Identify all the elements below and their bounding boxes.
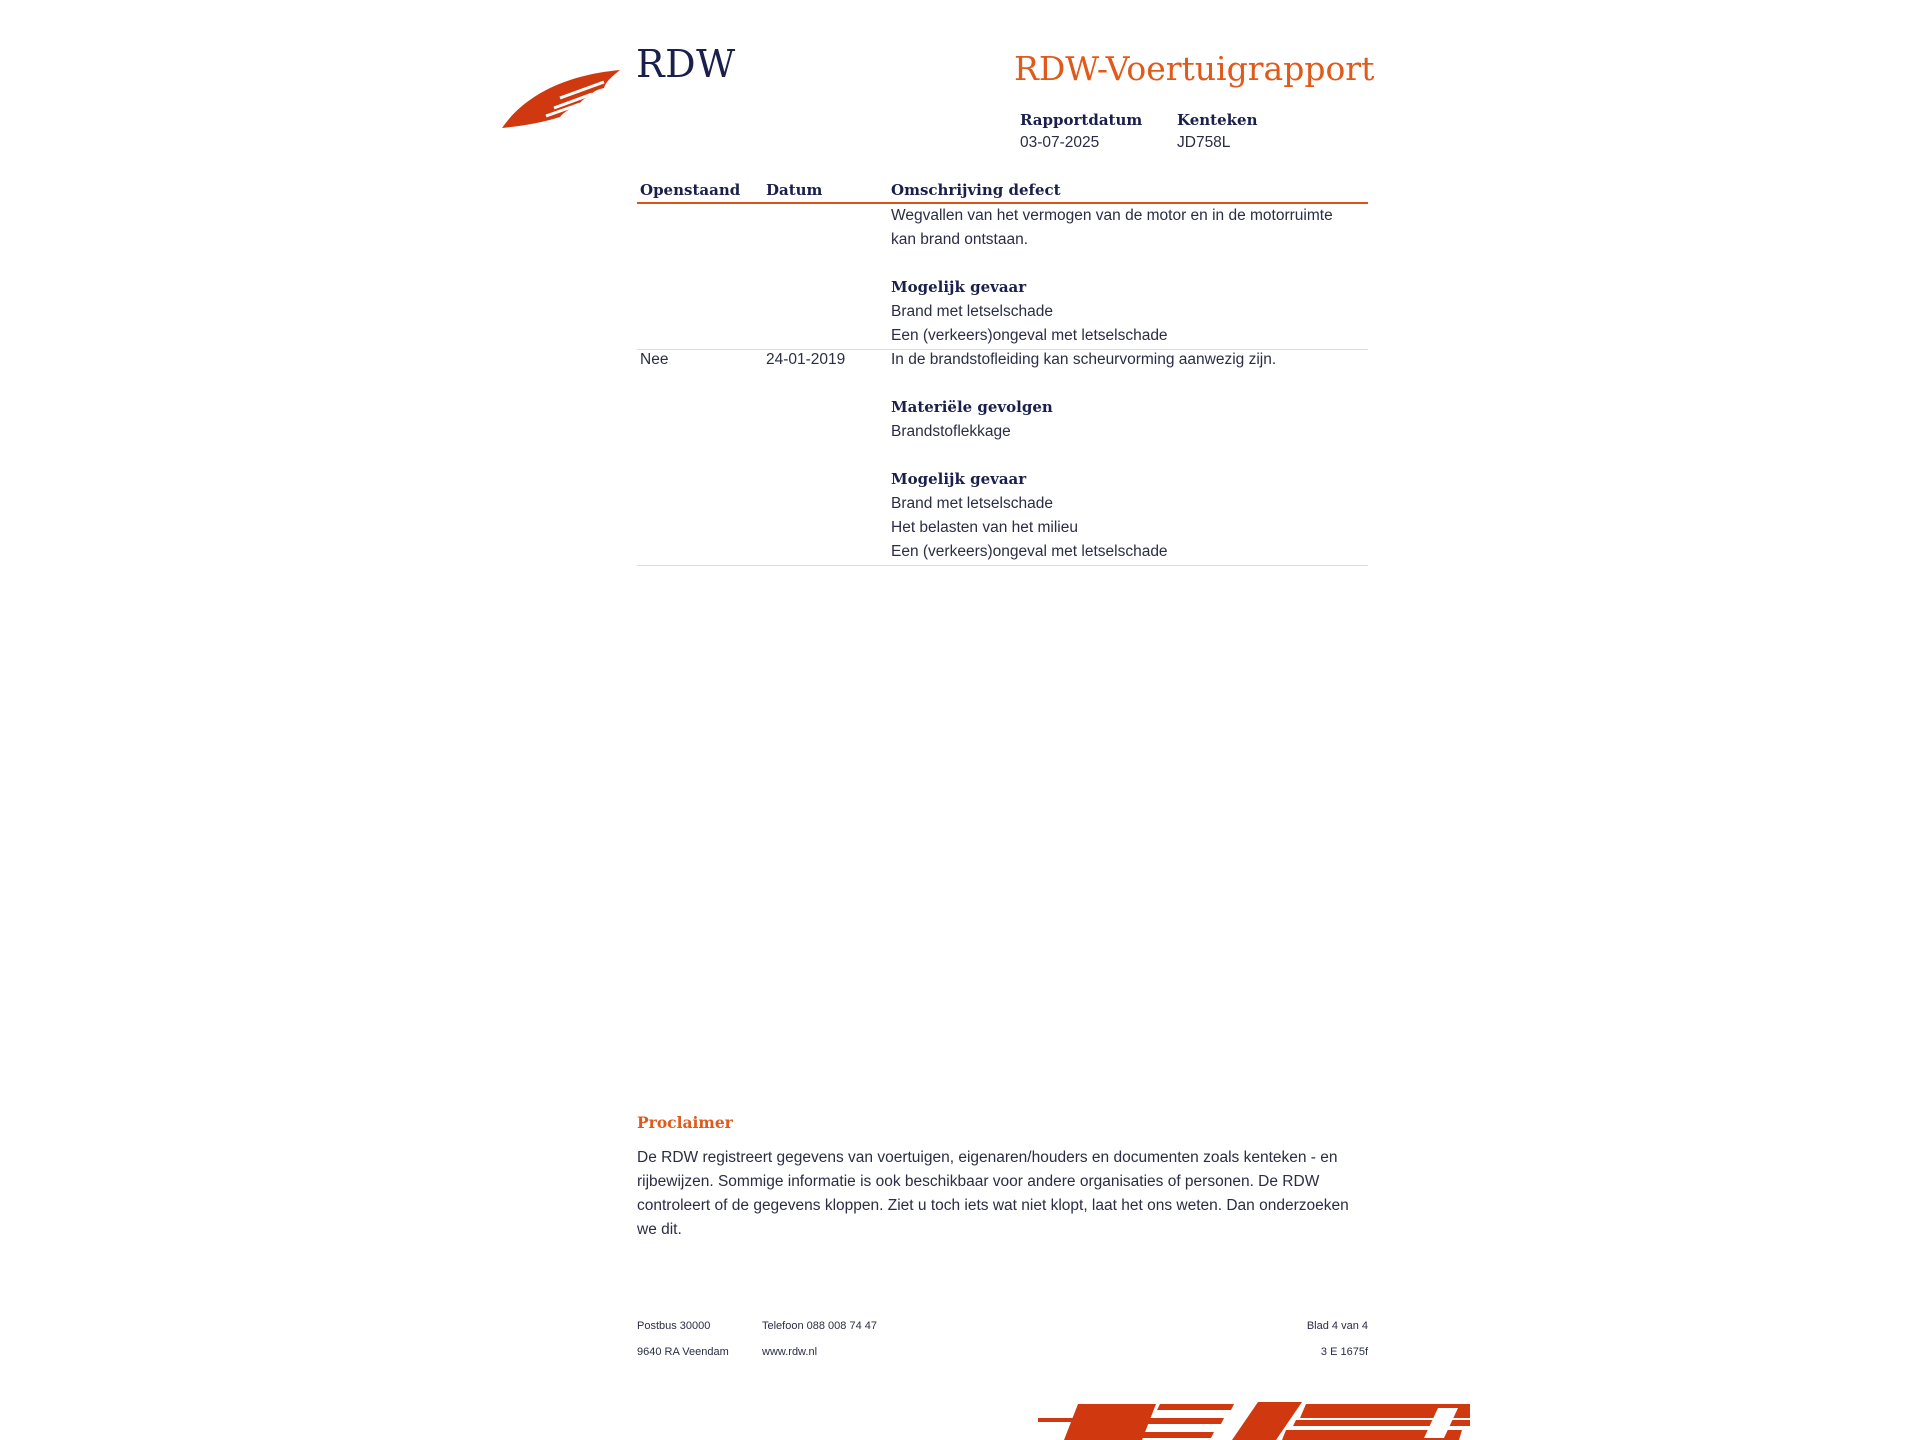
cell-description: In de brandstofleiding kan scheurvorming aanwezig zijn.: [891, 351, 1277, 368]
row-divider: [637, 565, 1368, 566]
footer-phone: Telefoon 088 008 74 47: [762, 1320, 877, 1332]
column-header-datum: Datum: [766, 181, 823, 199]
license-plate-value: JD758L: [1177, 134, 1231, 151]
rdw-feather-logo-icon: [500, 62, 622, 132]
report-date-value: 03-07-2025: [1020, 134, 1100, 151]
section-heading: Mogelijk gevaar: [891, 470, 1027, 488]
cell-datum: 24-01-2019: [766, 351, 846, 368]
footer-document-code: 3 E 1675f: [1320, 1346, 1368, 1358]
report-date-label: Rapportdatum: [1020, 111, 1143, 129]
footer-website[interactable]: www.rdw.nl: [762, 1346, 818, 1358]
footer-address-line1: Postbus 30000: [637, 1320, 711, 1332]
section-heading: Materiële gevolgen: [891, 398, 1053, 416]
footer-address-line2: 9640 RA Veendam: [637, 1346, 729, 1358]
section-item: Brand met letselschade: [891, 303, 1053, 320]
section-item: Brand met letselschade: [891, 495, 1053, 512]
report-title: RDW-Voertuigrapport: [1014, 49, 1375, 88]
proclaimer-text: De RDW registreert gegevens van voertuigen, eigenaren/houders en documenten zoals kenteken - en rijbewijzen. Sommige informatie is ook beschikbaar voor andere organisaties of personen. De RDW controleert of de gegevens kloppen. Ziet u toch iets wat niet klopt, laat het ons weten. Dan onderzoeken we dit.: [637, 1149, 1349, 1238]
continued-description-line: Wegvallen van het vermogen van de motor en in de motorruimte: [891, 207, 1333, 224]
proclaimer-title: Proclaimer: [637, 1113, 733, 1132]
cell-openstaand: Nee: [640, 351, 669, 368]
section-heading: Mogelijk gevaar: [891, 278, 1027, 296]
section-item: Brandstoflekkage: [891, 423, 1011, 440]
column-header-omschrijving: Omschrijving defect: [891, 181, 1061, 199]
section-item: Een (verkeers)ongeval met letselschade: [891, 327, 1168, 344]
column-header-openstaand: Openstaand: [640, 181, 741, 199]
section-item: Een (verkeers)ongeval met letselschade: [891, 543, 1168, 560]
footer-page-number: Blad 4 van 4: [1306, 1320, 1368, 1332]
license-plate-label: Kenteken: [1177, 111, 1258, 129]
decorative-stripes-icon: [1038, 1398, 1470, 1440]
section-item: Het belasten van het milieu: [891, 519, 1078, 536]
continued-description-line: kan brand ontstaan.: [891, 231, 1029, 248]
brand-name: RDW: [636, 42, 736, 86]
